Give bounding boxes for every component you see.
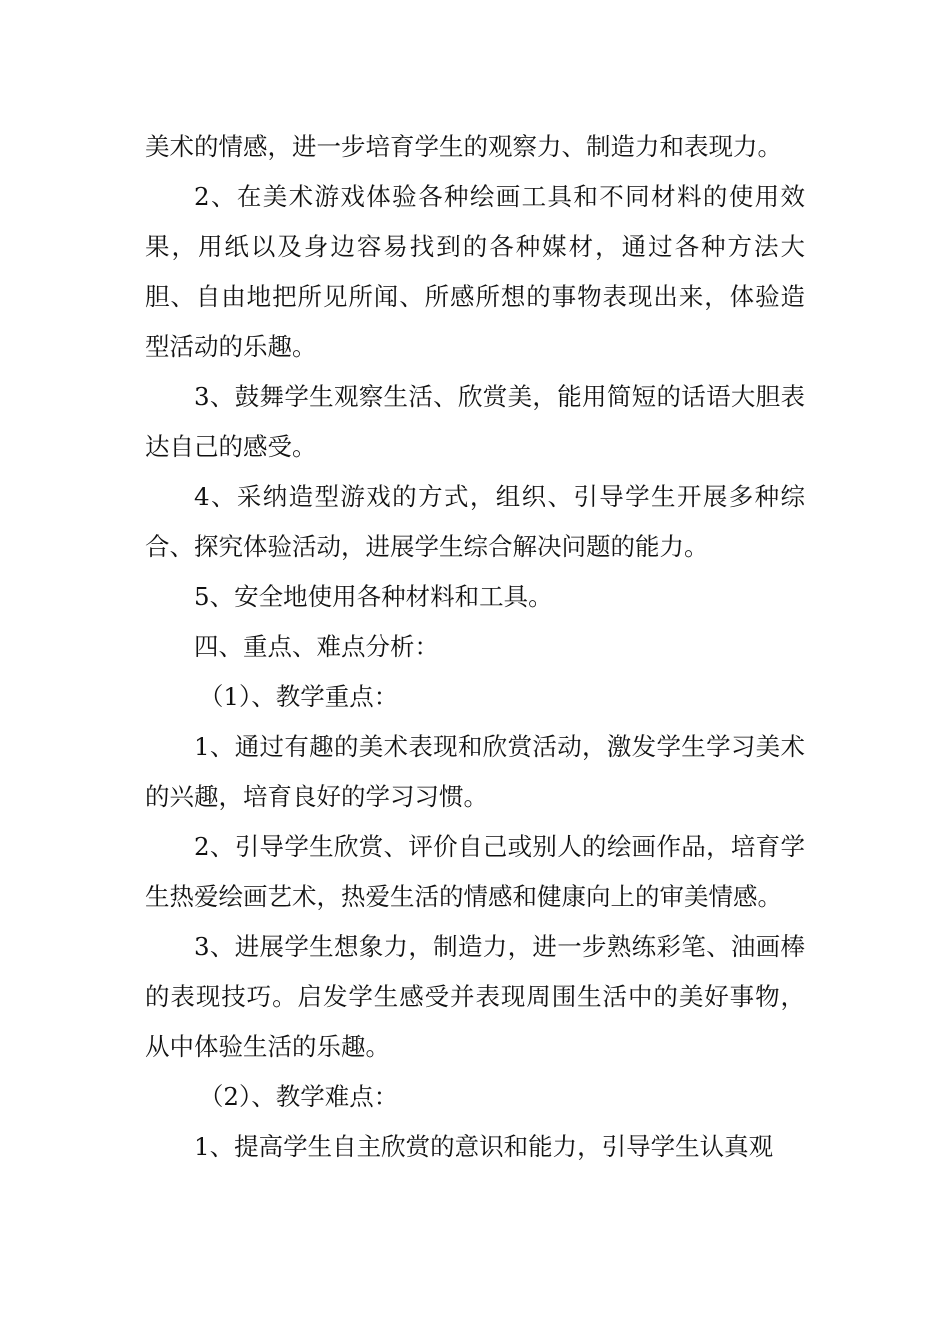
subheading-teaching-difficulty: （2）、教学难点： [198,1082,399,1111]
document-page [145,122,805,1172]
paragraph-focus-2: 2、引导学生欣赏、评价自己或别人的绘画作品，培育学生热爱绘画艺术，热爱生活的情感和健康向上的审美情感。 [145,832,805,911]
paragraph-goal-5: 5、安全地使用各种材料和工具。 [194,582,553,611]
paragraph-continuation: 美术的情感，进一步培育学生的观察力、制造力和表现力。 [145,132,782,161]
paragraph-difficulty-1: 1、提高学生自主欣赏的意识和能力，引导学生认真观 [194,1132,774,1161]
subheading-teaching-focus: （1）、教学重点： [198,682,399,711]
paragraph-goal-4: 4、采纳造型游戏的方式，组织、引导学生开展多种综合、探究体验活动，进展学生综合解决问题的能力。 [145,482,805,561]
paragraph-focus-1: 1、通过有趣的美术表现和欣赏活动，激发学生学习美术的兴趣，培育良好的学习习惯。 [145,732,805,811]
section-heading-key-points: 四、重点、难点分析： [194,632,439,661]
paragraph-focus-3: 3、进展学生想象力，制造力，进一步熟练彩笔、油画棒的表现技巧。启发学生感受并表现周围生活中的美好事物，从中体验生活的乐趣。 [145,932,805,1061]
paragraph-goal-3: 3、鼓舞学生观察生活、欣赏美，能用简短的话语大胆表达自己的感受。 [145,382,805,461]
paragraph-goal-2: 2、在美术游戏体验各种绘画工具和不同材料的使用效果，用纸以及身边容易找到的各种媒材，通过各种方法大胆、自由地把所见所闻、所感所想的事物表现出来，体验造型活动的乐趣。 [145,182,805,361]
